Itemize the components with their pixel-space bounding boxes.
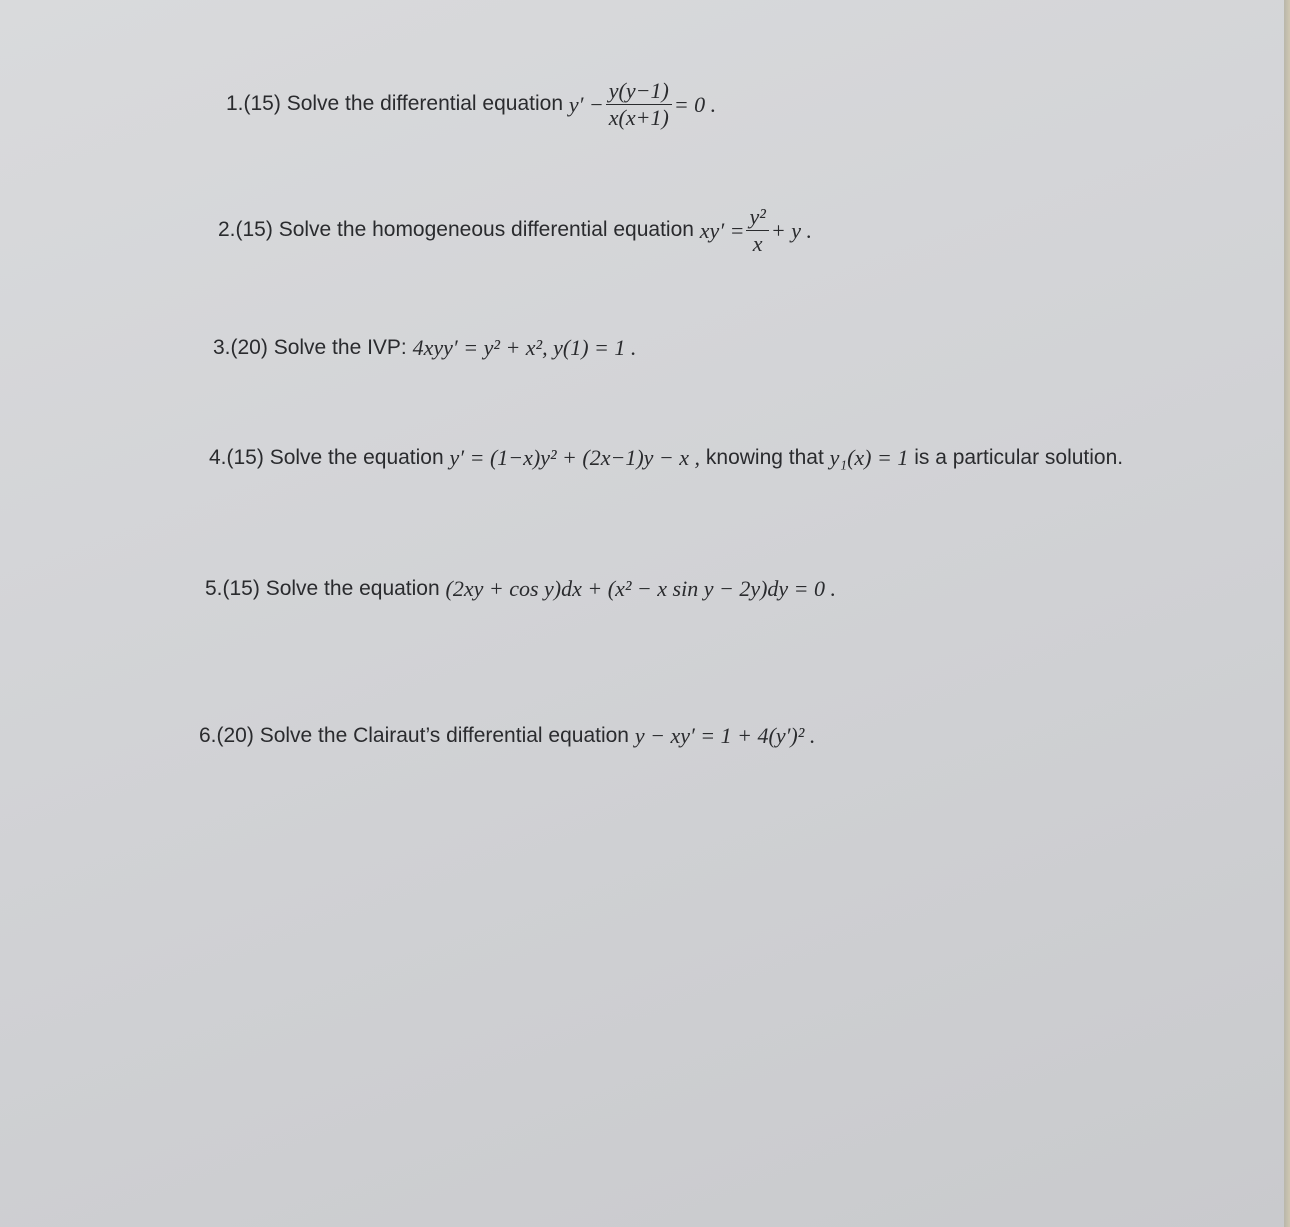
problem-1 xyxy=(226,78,716,131)
problem-2-numerator: y² xyxy=(746,204,768,231)
problem-3 xyxy=(213,333,636,363)
problem-1-numerator: y(y−1) xyxy=(606,78,672,105)
problem-3-label: 3.(20) Solve the IVP: xyxy=(213,336,407,359)
problem-2 xyxy=(218,204,812,257)
problem-2-math-right: + y . xyxy=(770,217,812,243)
problem-1-label: 1.(15) Solve the differential equation xyxy=(226,92,564,116)
problem-4 xyxy=(209,440,1185,476)
problem-4-math2: y₁(x) = 1 xyxy=(829,445,909,471)
problem-4-tail: is a particular solution. xyxy=(914,446,1124,469)
problem-1-denominator: x(x+1) xyxy=(608,105,669,130)
problem-5 xyxy=(205,574,836,604)
problem-5-math: (2xy + cos y)dx + (x² − x sin y − 2y)dy = 0 . xyxy=(445,576,837,602)
problem-1-math-left: y′ − xyxy=(568,91,604,117)
problem-6 xyxy=(199,721,815,751)
problem-1-fraction xyxy=(606,78,672,131)
problem-3-math: 4xyy′ = y² + x², y(1) = 1 . xyxy=(412,335,637,361)
problem-2-math-left: xy′ = xyxy=(699,217,745,243)
problem-2-denominator: x xyxy=(752,231,763,256)
problem-2-fraction xyxy=(746,204,768,257)
problem-5-label: 5.(15) Solve the equation xyxy=(205,577,440,600)
problem-4-math: y′ = (1−x)y² + (2x−1)y − x , xyxy=(449,445,701,471)
problem-4-label: 4.(15) Solve the equation xyxy=(209,446,444,469)
problem-6-math: y − xy′ = 1 + 4(y′)² . xyxy=(634,723,816,749)
problem-6-label: 6.(20) Solve the Clairaut’s differential equation xyxy=(199,724,629,747)
problem-2-label: 2.(15) Solve the homogeneous differential equation xyxy=(218,218,694,242)
paper-edge xyxy=(1284,0,1290,1227)
problem-1-math-right: = 0 . xyxy=(673,91,717,117)
problem-4-mid: knowing that xyxy=(705,446,824,469)
